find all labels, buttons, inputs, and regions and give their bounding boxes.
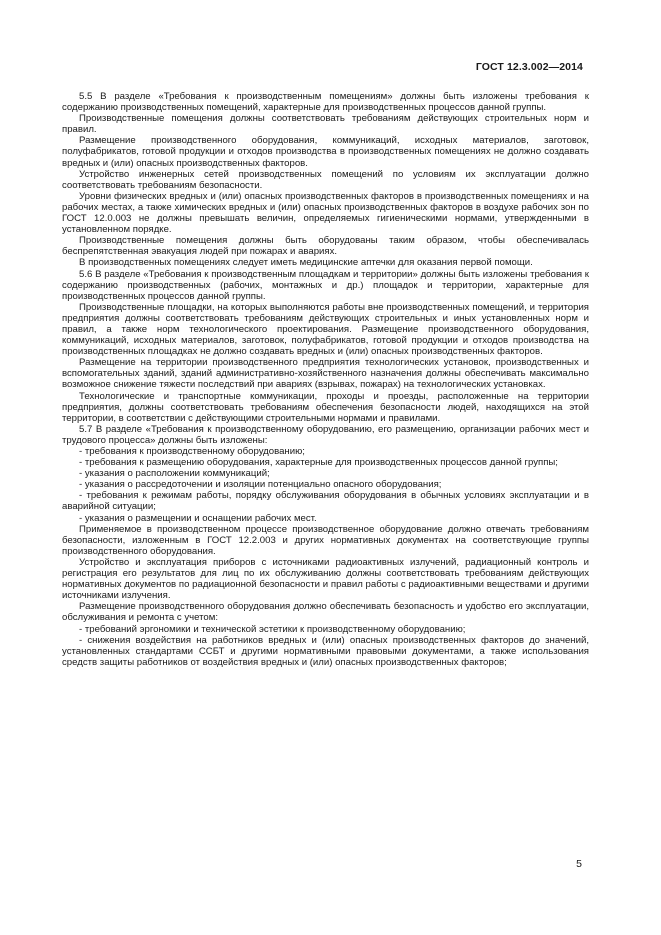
list-item: - снижения воздействия на работников вредных и (или) опасных производственных факторов до значений, установленных стандартами ССБТ и другими нормативными правовыми документами, а также использования средств защиты работников от воздействия вредных и (или) опасных производственных факторов; (62, 634, 589, 668)
list-item: - требования к производственному оборудованию; (79, 446, 305, 457)
list-item: - требования к режимам работы, порядку обслуживания оборудования в обычных условиях эксплуатации и в аварийной ситуации; (62, 490, 589, 513)
document-body (62, 91, 589, 668)
list-item: - требования к размещению оборудования, характерные для производственных процессов данной группы; (79, 457, 558, 469)
paragraph: Производственные помещения должны соответствовать требованиям действующих строительных норм и правил. (62, 113, 589, 136)
paragraph: Производственные площадки, на которых выполняются работы вне производственных помещений, и территория предприятия должны соответствовать требованиям действующих строительных и иных установленных норм и правил, а также норм технологического проектирования. Размещение производственного оборудования, коммуникаций, исходных материалов, заготовок, полуфабрикатов, готовой продукции и отходов производства на производственных площадках не должно создавать вредных и (или) опасных производственных факторов. (62, 301, 589, 358)
paragraph: Размещение производственного оборудования должно обеспечивать безопасность и удобство его эксплуатации, обслуживания и ремонта с учетом: (62, 601, 589, 624)
paragraph: Устройство инженерных сетей производственных помещений по условиям их эксплуатации должно соответствовать требованиям безопасности. (62, 168, 589, 191)
list-item: - указания о расположении коммуникаций; (79, 468, 270, 480)
page-number: 5 (576, 858, 582, 870)
paragraph: Размещение на территории производственного предприятия технологических установок, производственных и вспомогательных зданий, зданий административно-хозяйственного назначения должны обеспечивать максимально возможное снижение тяжести последствий при авариях (взрывах, пожарах) на технологических установках. (62, 357, 589, 391)
paragraph: Размещение производственного оборудования, коммуникаций, исходных материалов, заготовок, полуфабрикатов, готовой продукции и отходов производства в производственных помещениях не должно создавать вредных и (или) опасных производственных факторов. (62, 135, 589, 169)
standard-code-header: ГОСТ 12.3.002—2014 (475, 61, 583, 73)
paragraph: В производственных помещениях следует иметь медицинские аптечки для оказания первой помощи. (79, 257, 533, 269)
paragraph: Уровни физических вредных и (или) опасных производственных факторов в производственных помещениях и на рабочих местах, а также химических вредных и (или) опасных производственных факторов в воздухе рабочих зон по ГОСТ 12.0.003 не должны превышать величин, определяемых гигиеническими нормами, утвержденными в установленном порядке. (62, 190, 589, 236)
paragraph: Применяемое в производственном процессе производственное оборудование должно отвечать требованиям безопасности, изложенным в ГОСТ 12.2.003 и других нормативных документах на соответствующие группы производственного оборудования. (62, 523, 589, 557)
paragraph: Технологические и транспортные коммуникации, проходы и проезды, расположенные на территории предприятия, должны соответствовать требованиям обеспечения безопасности людей, находящихся на этой территории, в соответствии с действующими строительными нормами и правилами. (62, 390, 589, 424)
paragraph-5-5: 5.5 В разделе «Требования к производственным помещениям» должны быть изложены требования к содержанию производственных помещений, характерные для производственных процессов данной группы. (62, 91, 589, 114)
paragraph-5-6: 5.6 В разделе «Требования к производственным площадкам и территории» должны быть изложены требования к содержанию производственных (рабочих, монтажных и др.) площадок и территории, характерные для производственных процессов данной группы. (62, 268, 589, 302)
paragraph-5-7: 5.7 В разделе «Требования к производственному оборудованию, его размещению, организации рабочих мест и трудового процесса» должны быть изложены: (62, 423, 589, 446)
list-item: - указания о размещении и оснащении рабочих мест. (79, 512, 317, 524)
paragraph: Устройство и эксплуатация приборов с источниками радиоактивных излучений, радиационный контроль и регистрация его результатов для лиц по их обслуживанию должны соответствовать требованиям действующих нормативных документов по радиационной безопасности и правил работы с радиоактивными веществами и другими источниками излучения. (62, 556, 589, 602)
paragraph: Производственные помещения должны быть оборудованы таким образом, чтобы обеспечивалась беспрепятственная эвакуация людей при пожарах и авариях. (62, 235, 589, 258)
list-item: - требований эргономики и технической эстетики к производственному оборудованию; (79, 623, 466, 635)
list-item: - указания о рассредоточении и изоляции потенциально опасного оборудования; (79, 479, 442, 491)
